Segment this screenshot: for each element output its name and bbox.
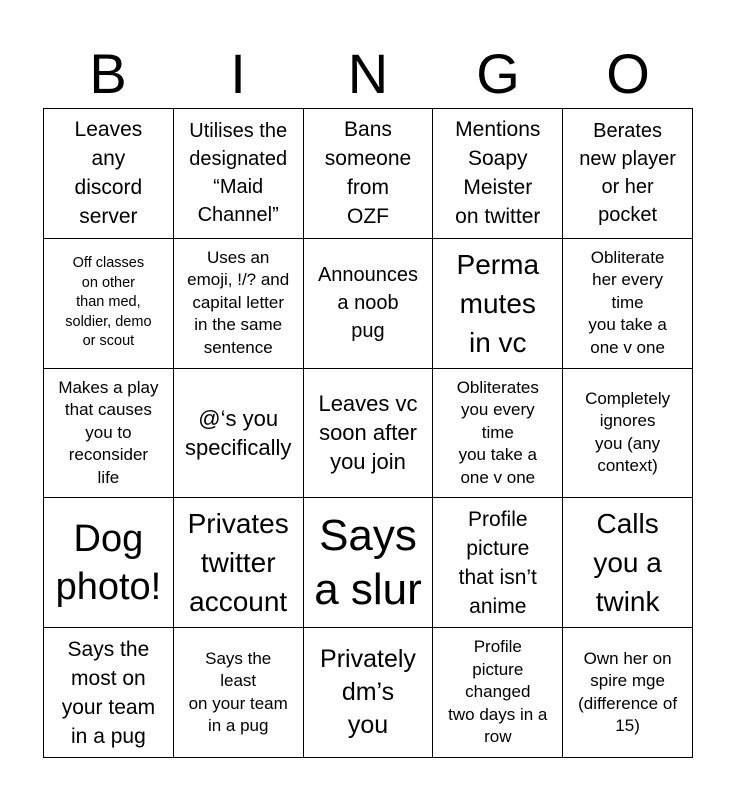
header-letter-n: N [347, 42, 389, 105]
bingo-cell[interactable]: Profile picture changed two days in a row [433, 628, 563, 758]
bingo-cell[interactable]: Dog photo! [44, 498, 174, 628]
bingo-cell[interactable]: @‘s you specifically [174, 369, 304, 499]
bingo-cell[interactable]: Mentions Soapy Meister on twitter [433, 109, 563, 239]
bingo-header [43, 40, 693, 108]
bingo-cell[interactable]: Calls you a twink [563, 498, 693, 628]
bingo-cell[interactable]: Privately dm’s you [304, 628, 434, 758]
bingo-cell[interactable]: Own her on spire mge (difference of 15) [563, 628, 693, 758]
bingo-cell[interactable]: Announces a noob pug [304, 239, 434, 369]
bingo-cell[interactable]: Makes a play that causes you to reconsider life [44, 369, 174, 499]
bingo-cell[interactable]: Bans someone from OZF [304, 109, 434, 239]
bingo-cell[interactable]: Leaves any discord server [44, 109, 174, 239]
bingo-cell[interactable]: Completely ignores you (any context) [563, 369, 693, 499]
bingo-cell[interactable]: Berates new player or her pocket [563, 109, 693, 239]
header-letter-i: I [230, 42, 246, 105]
bingo-cell[interactable]: Says the most on your team in a pug [44, 628, 174, 758]
bingo-cell[interactable]: Profile picture that isn’t anime [433, 498, 563, 628]
header-letter-g: G [476, 42, 520, 105]
bingo-cell[interactable]: Utilises the designated “Maid Channel” [174, 109, 304, 239]
bingo-cell[interactable]: Says the least on your team in a pug [174, 628, 304, 758]
bingo-cell[interactable]: Perma mutes in vc [433, 239, 563, 369]
header-letter-b: B [89, 42, 127, 105]
bingo-cell[interactable]: Obliterates you every time you take a one v one [433, 369, 563, 499]
header-letter-o: O [606, 42, 650, 105]
bingo-card-grid [43, 108, 693, 758]
bingo-cell[interactable]: Privates twitter account [174, 498, 304, 628]
bingo-cell[interactable]: Leaves vc soon after you join [304, 369, 434, 499]
bingo-cell[interactable]: Says a slur [304, 498, 434, 628]
bingo-cell[interactable]: Obliterate her every time you take a one v one [563, 239, 693, 369]
bingo-cell[interactable]: Off classes on other than med, soldier, demo or scout [44, 239, 174, 369]
bingo-cell[interactable]: Uses an emoji, !/? and capital letter in the same sentence [174, 239, 304, 369]
